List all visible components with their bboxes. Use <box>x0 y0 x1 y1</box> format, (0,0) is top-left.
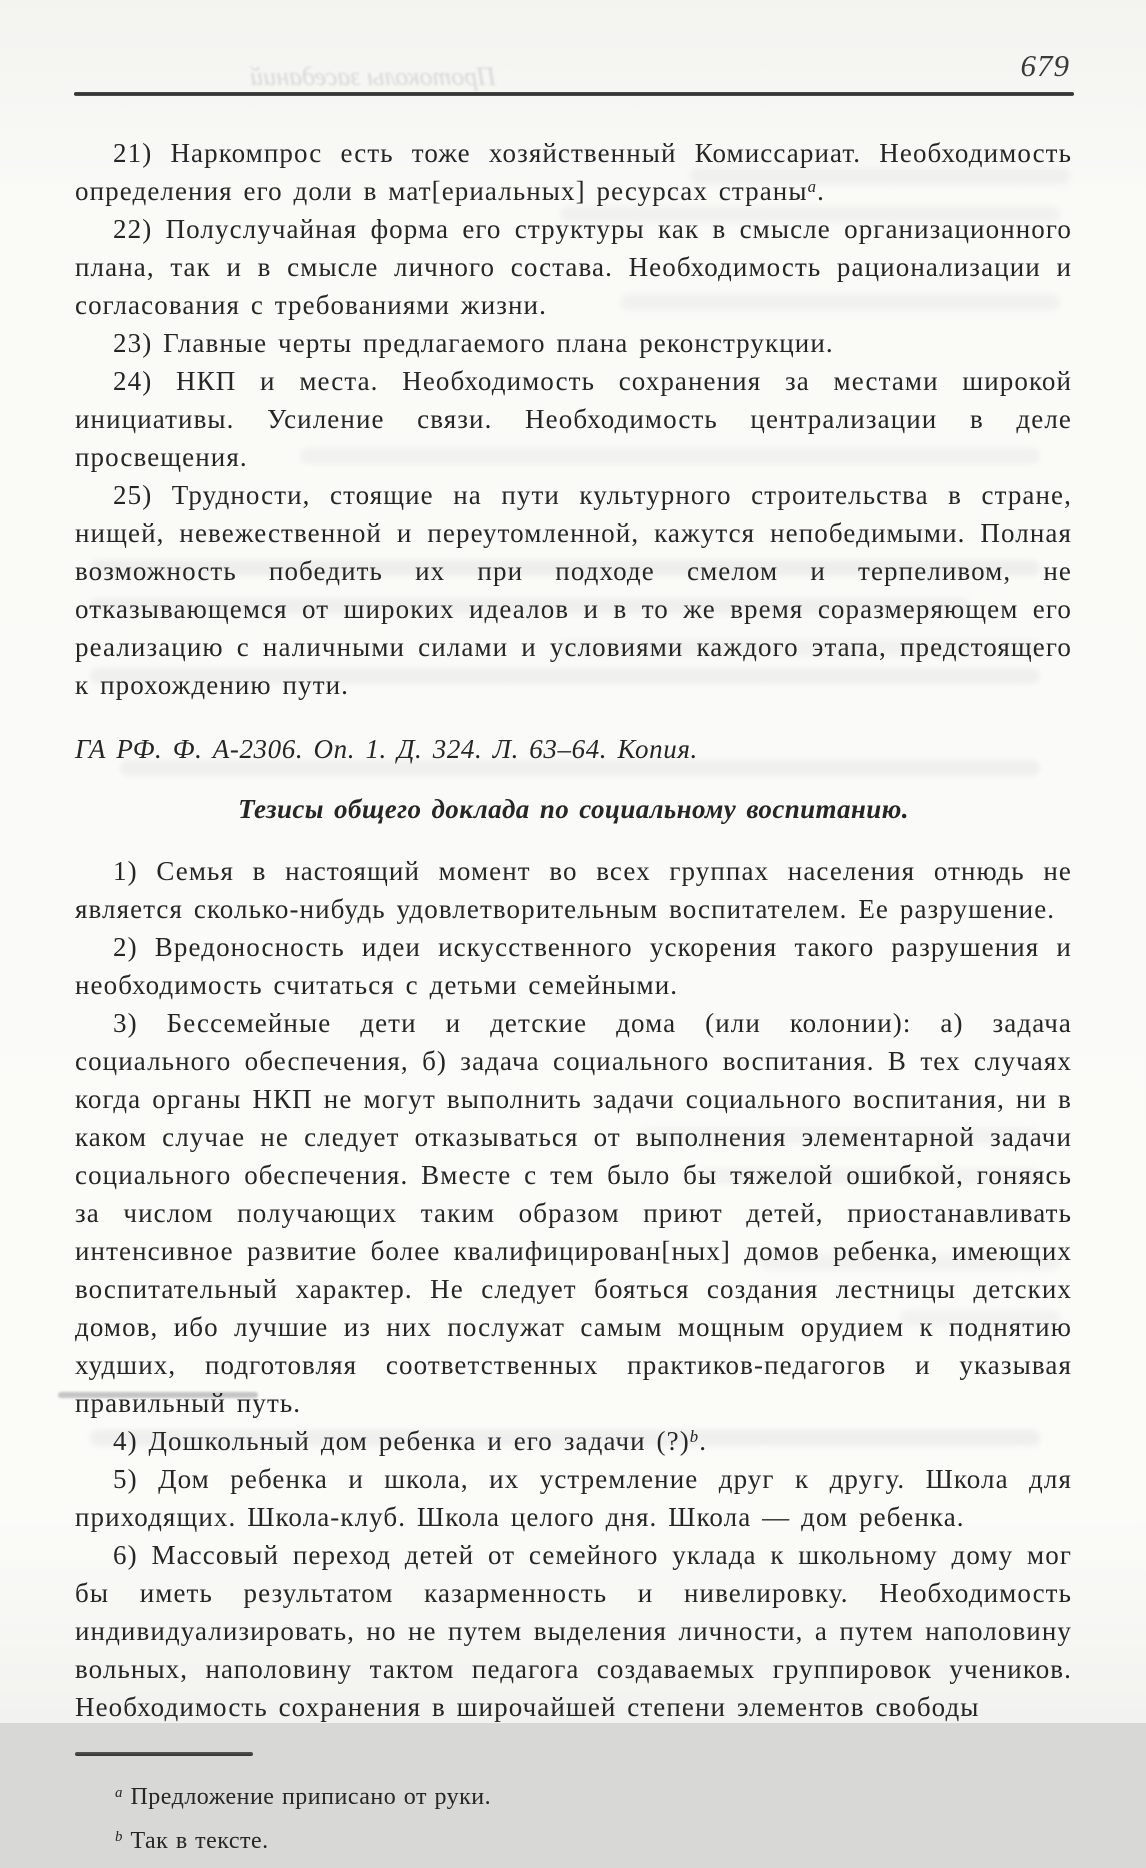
footnote: $^a$ Предложение приписано от руки. <box>115 1784 492 1810</box>
bleedthrough-header-text: Протоколы заседаний <box>250 62 496 91</box>
thesis-paragraph <box>75 362 1072 476</box>
paragraph-text: 21) Наркомпрос есть тоже хозяйственный Комиссариат. Необходимость определения его доли в мат[ериальных] ресурсах страны <box>75 138 1072 206</box>
paragraph-text: ГА РФ. Ф. А-2306. Оп. 1. Д. 324. Л. 63–64. Копия. <box>75 734 698 764</box>
thesis-paragraph <box>75 1004 1072 1422</box>
thesis-paragraph <box>75 1536 1072 1726</box>
footnote-marker: b <box>115 1828 123 1845</box>
paragraph-text: Тезисы общего доклада по социальному воспитанию. <box>238 794 909 824</box>
paragraph-text: 24) НКП и места. Необходимость сохранения за местами широкой инициативы. Усиление связи. Необходимость централизации в деле просвещения. <box>75 366 1072 472</box>
paragraph-text: 22) Полуслучайная форма его структуры как в смысле организационного плана, так и в смысле личного состава. Необходимость рационализации и согласования с требованиями жизни. <box>75 214 1072 320</box>
footnotes-block <box>75 1780 1072 1858</box>
footnote-marker: a <box>115 1784 123 1801</box>
thesis-paragraph <box>75 324 1072 362</box>
footnote-separator <box>75 1752 253 1756</box>
page-number: 679 <box>1020 48 1070 83</box>
archive-reference <box>75 730 1072 768</box>
paragraph-text: 1) Семья в настоящий момент во всех группах населения отнюдь не является сколько-нибудь удовлетворительным воспитателем. Ее разрушение. <box>75 856 1072 924</box>
thesis-paragraph <box>75 1460 1072 1536</box>
paragraph-text: 5) Дом ребенка и школа, их устремление друг к другу. Школа для приходящих. Школа-клуб. Школа целого дня. Школа — дом ребенка. <box>75 1464 1072 1532</box>
paragraph-text: 4) Дошкольный дом ребенка и его задачи (?) <box>113 1426 690 1456</box>
paragraph-text: 3) Бессемейные дети и детские дома (или колонии): а) задача социального обеспечения, б) задача социального воспитания. В тех случаях когда органы НКП не могут выполнить задачи социального воспитания, ни в каком случае не следует отказываться от выполнения элементарной задачи социального обеспечения. Вместе с тем было бы тяжелой ошибкой, гоняясь за числом получающих таким образом приют детей, приостанавливать интенсивное развитие более квалифицирован[ных] домов ребенка, имеющих воспитательный характер. Не следует бояться создания лестницы детских домов, ибо лучшие из них послужат самым мощным орудием к поднятию худших, подготовляя соответственных практиков-педагогов и указывая правильный путь. <box>75 1008 1072 1418</box>
footnote: $^b$ Так в тексте. <box>115 1828 269 1854</box>
paragraph-text: 6) Массовый переход детей от семейного уклада к школьному дому мог бы иметь результатом казарменность и нивелировку. Необходимость индивидуализировать, но не путем выделения личности, а путем наполовину вольных, наполовину тактом педагога создаваемых группировок учеников. Необходимость сохранения в широчайшей степени элементов свободы <box>75 1540 1072 1722</box>
paragraph-text: 25) Трудности, стоящие на пути культурного строительства в стране, нищей, невежественной и переутомленной, кажутся непобедимыми. Полная возможность победить их при подходе смелом и терпеливом, не отказывающемся от широких идеалов и в то же время соразмеряющем его реализацию с наличными силами и условиями каждого этапа, предстоящего к прохождению пути. <box>75 480 1072 700</box>
thesis-paragraph <box>75 476 1072 704</box>
report-title-heading <box>75 790 1072 828</box>
thesis-paragraph <box>75 928 1072 1004</box>
thesis-paragraph <box>75 852 1072 928</box>
thesis-paragraph <box>75 1422 1072 1460</box>
thesis-paragraph <box>75 210 1072 324</box>
header-rule <box>74 92 1074 96</box>
paragraph-text: . <box>817 176 825 206</box>
paragraph-text: 23) Главные черты предлагаемого плана реконструкции. <box>113 328 834 358</box>
footnote-marker: b <box>689 1427 700 1446</box>
footnote-marker: a <box>807 177 818 196</box>
document-body <box>75 134 1072 1868</box>
paragraph-text: 2) Вредоносность идеи искусственного ускорения такого разрушения и необходимость считаться с детьми семейными. <box>75 932 1072 1000</box>
paragraph-text: . <box>699 1426 708 1456</box>
thesis-paragraph <box>75 134 1072 210</box>
